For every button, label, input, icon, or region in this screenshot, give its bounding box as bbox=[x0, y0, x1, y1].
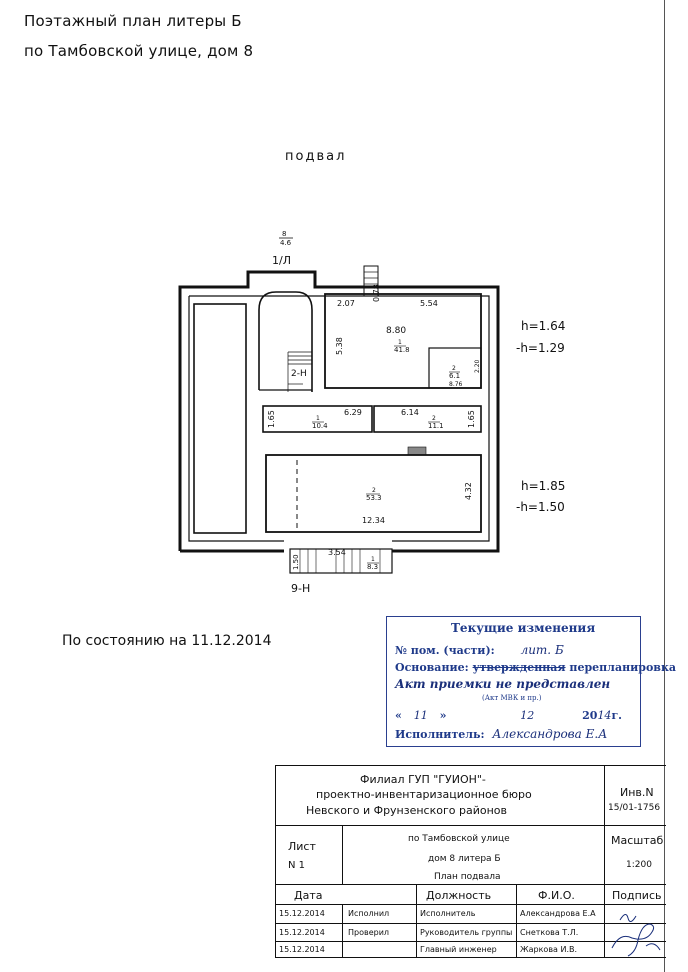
row3-date: 15.12.2014 bbox=[279, 945, 325, 954]
hatch-block bbox=[408, 447, 426, 455]
room-area-41-8: 41.8 bbox=[394, 346, 410, 354]
stamp-executor-label: Исполнитель: bbox=[395, 728, 485, 741]
room-left-long bbox=[194, 304, 246, 533]
stamp-act-text: Акт приемки не представлен bbox=[395, 677, 611, 691]
room-num-1: 1 bbox=[398, 339, 402, 346]
stamp-part-value: лит. Б bbox=[520, 643, 564, 657]
dim-6-29: 6.29 bbox=[344, 408, 362, 417]
dim-4-32: 4.32 bbox=[464, 482, 473, 500]
col-position: Должность bbox=[426, 889, 492, 902]
org-line2: проектно-инвентаризационное бюро bbox=[316, 788, 532, 801]
row2-position: Руководитель группы bbox=[420, 928, 513, 937]
stamp-act-note: (Акт МВК и пр.) bbox=[482, 694, 542, 702]
lower-height: h=1.85 bbox=[521, 479, 566, 493]
dim-3-54: 3.54 bbox=[328, 548, 346, 557]
sheet-label: Лист bbox=[288, 840, 316, 853]
level-label: подвал bbox=[285, 149, 347, 164]
row1-date: 15.12.2014 bbox=[279, 909, 325, 918]
dim-0-78: 0.78 bbox=[372, 284, 381, 302]
sheet-value: N 1 bbox=[288, 860, 306, 871]
inv-value: 15/01-1756 bbox=[608, 803, 661, 813]
row2-role: Проверил bbox=[348, 928, 390, 937]
desc-line1: по Тамбовской улице bbox=[408, 834, 510, 844]
entrance-bottom-label: 9-Н bbox=[291, 582, 311, 595]
ref-fraction-top: 8 bbox=[282, 230, 287, 238]
room-num-2: 2 bbox=[452, 365, 456, 372]
room-area-6-1: 6.1 bbox=[449, 372, 461, 380]
room-area-8-3: 8.3 bbox=[367, 563, 379, 571]
stamp-date-close: » bbox=[439, 709, 447, 722]
dim-2-20: 2.20 bbox=[474, 359, 481, 373]
upper-height-neg: -h=1.29 bbox=[516, 341, 565, 355]
dim-8-80: 8.80 bbox=[386, 326, 407, 336]
page-title-line2: по Тамбовской улице, дом 8 bbox=[24, 42, 254, 60]
ref-fraction-bottom: 4.6 bbox=[280, 239, 292, 247]
row3-name: Жаркова И.В. bbox=[520, 945, 578, 954]
stamp-date-month: 12 bbox=[520, 709, 535, 722]
inv-label: Инв.N bbox=[620, 786, 654, 799]
stair-label: 2-Н bbox=[291, 369, 307, 379]
row1-name: Александрова Е.А bbox=[520, 909, 596, 918]
outer-wall bbox=[180, 272, 498, 551]
desc-line3: План подвала bbox=[434, 872, 501, 882]
stamp-date-day: 11 bbox=[413, 709, 428, 722]
scale-value: 1:200 bbox=[626, 860, 652, 870]
stamp-title: Текущие изменения bbox=[451, 621, 596, 635]
room-num-10-4: 1 bbox=[316, 415, 320, 422]
row2-name: Снеткова Т.Л. bbox=[520, 928, 579, 937]
row1-position: Исполнитель bbox=[420, 909, 476, 918]
signature-scribbles bbox=[606, 906, 664, 958]
room-num-8-3: 1 bbox=[371, 556, 375, 563]
dim-6-14: 6.14 bbox=[401, 408, 419, 417]
scale-label: Масштаб bbox=[611, 834, 664, 847]
col-date: Дата bbox=[294, 889, 323, 902]
room-area-10-4: 10.4 bbox=[312, 422, 328, 430]
room-num-11-1: 2 bbox=[432, 415, 436, 422]
col-name: Ф.И.О. bbox=[538, 889, 575, 902]
stamp-basis-label: Основание: bbox=[395, 661, 469, 674]
inner-wall-line-2 bbox=[189, 296, 489, 541]
dim-5-54: 5.54 bbox=[420, 299, 438, 308]
dim-1-65-left: 1.65 bbox=[267, 410, 276, 428]
room-num-53-3: 2 bbox=[372, 487, 376, 494]
dim-1-65-right: 1.65 bbox=[467, 410, 476, 428]
desc-line2: дом 8 литера Б bbox=[428, 854, 501, 864]
stamp-basis-value: перепланировка bbox=[569, 661, 677, 674]
col-sign: Подпись bbox=[612, 889, 662, 902]
room-area-53-3: 53.3 bbox=[366, 494, 382, 502]
stamp-executor-value: Александрова Е.А bbox=[492, 727, 608, 741]
status-date: По состоянию на 11.12.2014 bbox=[62, 633, 272, 649]
lower-height-neg: -h=1.50 bbox=[516, 500, 565, 514]
dim-12-34: 12.34 bbox=[362, 516, 385, 525]
dim-2-07: 2.07 bbox=[337, 299, 355, 308]
title-block bbox=[275, 765, 666, 958]
stamp-date-suffix: г. bbox=[611, 709, 623, 722]
stamp-date-year: 20 bbox=[582, 709, 598, 722]
room-small-label: 8.76 bbox=[449, 381, 463, 388]
row1-role: Исполнил bbox=[348, 909, 390, 918]
stamp-part-label: № пом. (части): bbox=[395, 644, 495, 657]
upper-height: h=1.64 bbox=[521, 319, 566, 333]
page-title-line1: Поэтажный план литеры Б bbox=[24, 12, 242, 30]
row2-date: 15.12.2014 bbox=[279, 928, 325, 937]
stamp-date-open: « bbox=[395, 709, 402, 722]
entrance-top-label: 1/Л bbox=[272, 254, 291, 267]
stamp-basis-struck: утвержденная bbox=[472, 661, 566, 674]
changes-stamp bbox=[386, 616, 677, 747]
dim-5-38: 5.38 bbox=[335, 337, 344, 355]
room-area-11-1: 11.1 bbox=[428, 422, 444, 430]
org-line1: Филиал ГУП "ГУИОН"- bbox=[360, 773, 486, 786]
stamp-date-year-hand: 14 bbox=[597, 709, 612, 722]
dim-1-50: 1.50 bbox=[292, 554, 300, 570]
org-line3: Невского и Фрунзенского районов bbox=[306, 804, 507, 817]
row3-position: Главный инженер bbox=[420, 945, 497, 954]
